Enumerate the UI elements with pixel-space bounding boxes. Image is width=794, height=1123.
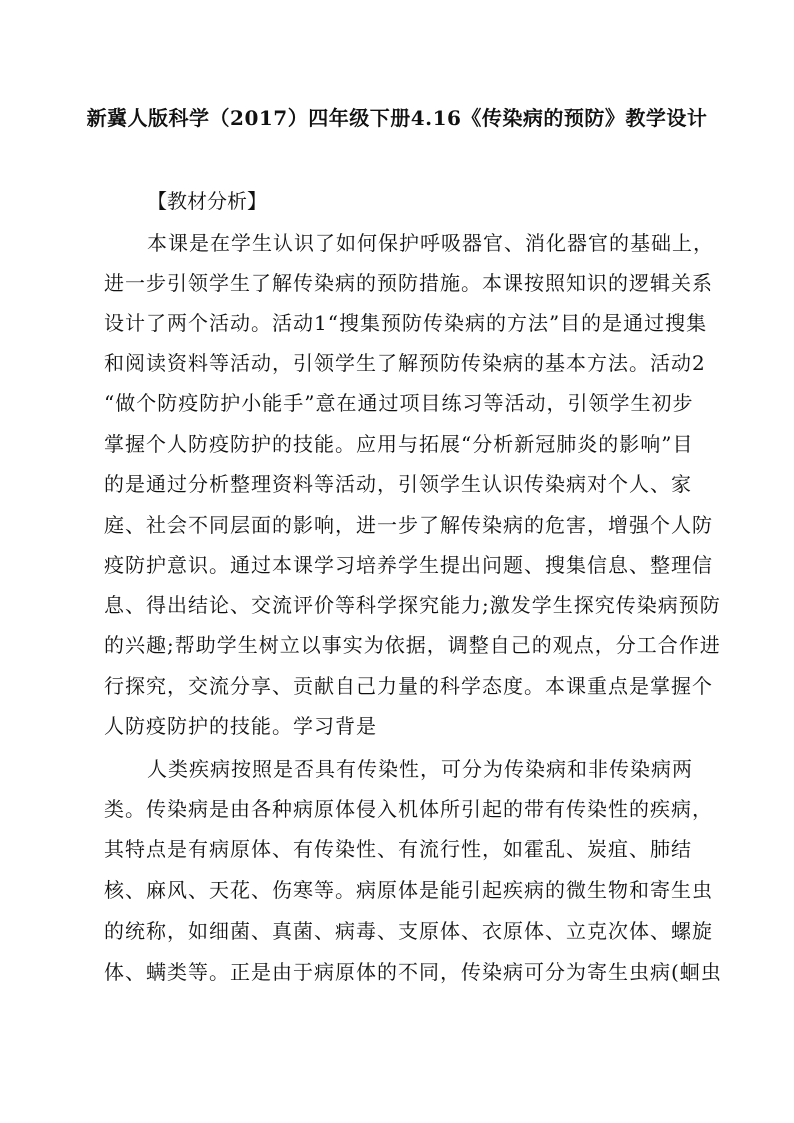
paragraph-line: 体、螨类等。正是由于病原体的不同，传染病可分为寄生虫病(蛔虫 [104, 960, 722, 984]
paragraph-line: 类。传染病是由各种病原体侵入机体所引起的带有传染性的疾病， [104, 797, 713, 821]
paragraph-line: 和阅读资料等活动，引领学生了解预防传染病的基本方法。活动2 [104, 351, 706, 375]
paragraph-line: 设计了两个活动。活动1“搜集预防传染病的方法”目的是通过搜集 [104, 311, 708, 335]
paragraph-line: 的统称，如细菌、真菌、病毒、支原体、衣原体、立克次体、螺旋 [104, 919, 713, 943]
paragraph-line: 本课是在学生认识了如何保护呼吸器官、消化器官的基础上， [147, 231, 714, 255]
paragraph-line: 其特点是有病原体、有传染性、有流行性，如霍乱、炭疽、肺结 [104, 837, 692, 861]
paragraph-line: 的兴趣;帮助学生树立以事实为依据，调整自己的观点，分工合作进 [104, 633, 721, 657]
paragraph-line: 的是通过分析整理资料等活动，引领学生认识传染病对个人、家 [104, 472, 692, 496]
paragraph-line: 掌握个人防疫防护的技能。应用与拓展“分析新冠肺炎的影响”目 [104, 432, 694, 456]
paragraph-line: 行探究，交流分享、贡献自己力量的科学态度。本课重点是掌握个 [104, 674, 713, 698]
paragraph-line: 庭、社会不同层面的影响，进一步了解传染病的危害，增强个人防 [104, 513, 713, 537]
paragraph-line: 人类疾病按照是否具有传染性，可分为传染病和非传染病两 [147, 757, 693, 781]
paragraph-line: 息、得出结论、交流评价等科学探究能力;激发学生探究传染病预防 [104, 593, 721, 617]
section-heading: 【教材分析】 [147, 189, 267, 213]
paragraph-line: “做个防疫防护小能手”意在通过项目练习等活动，引领学生初步 [104, 391, 694, 415]
paragraph-line: 疫防护意识。通过本课学习培养学生提出问题、搜集信息、整理信 [104, 553, 713, 577]
paragraph-line: 人防疫防护的技能。学习背是 [104, 714, 377, 738]
document-title: 新冀人版科学（2017）四年级下册4.16《传染病的预防》教学设计 [86, 106, 708, 130]
paragraph-line: 核、麻风、天花、伤寒等。病原体是能引起疾病的微生物和寄生虫 [104, 878, 713, 902]
paragraph-line: 进一步引领学生了解传染病的预防措施。本课按照知识的逻辑关系 [104, 271, 713, 295]
